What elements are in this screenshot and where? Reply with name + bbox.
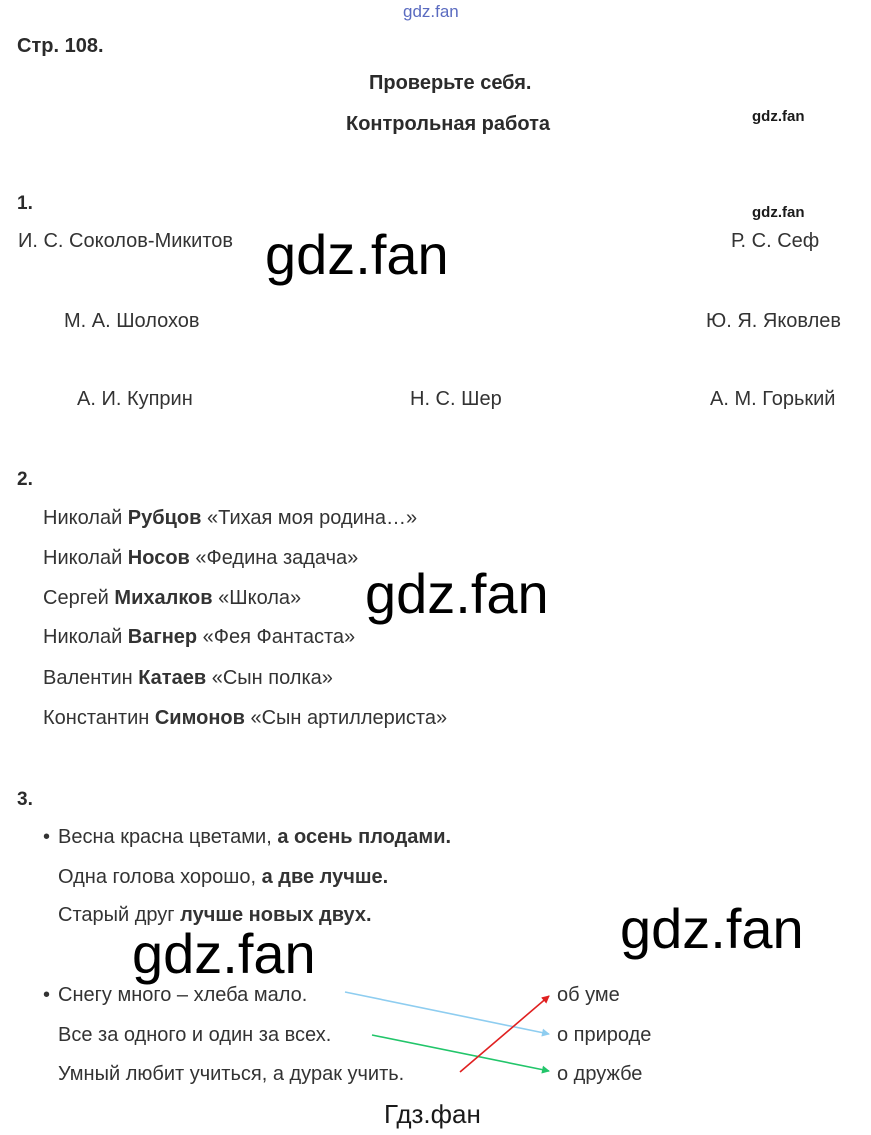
author-first-name: Николай: [43, 626, 128, 648]
author-first-name: Николай: [43, 547, 128, 569]
proverb-start: Одна голова хорошо,: [58, 866, 262, 888]
author-last-name: Симонов: [154, 707, 245, 729]
watermark-small: gdz.fan: [752, 108, 805, 125]
watermark-small: gdz.fan: [752, 204, 805, 221]
author-name: А. М. Горький: [710, 388, 836, 410]
page-subtitle: Контрольная работа: [346, 113, 550, 135]
topic-label: об уме: [557, 984, 620, 1006]
page-label: Стр. 108.: [17, 35, 104, 57]
work-title: «Сын полка»: [206, 667, 333, 689]
author-name: А. И. Куприн: [77, 388, 193, 410]
arrow-nature: [345, 992, 549, 1034]
author-name: Ю. Я. Яковлев: [706, 310, 841, 332]
task-number: 3.: [17, 789, 33, 810]
proverb: Все за одного и один за всех.: [58, 1024, 332, 1046]
watermark-bottom: Гдз.фан: [384, 1099, 481, 1129]
arrow-friendship: [372, 1035, 549, 1071]
proverb: Снегу много – хлеба мало.: [58, 984, 308, 1006]
watermark-big: gdz.fan: [620, 897, 804, 960]
author-last-name: Рубцов: [127, 507, 202, 529]
work-title: «Школа»: [212, 587, 302, 609]
author-name: Р. С. Сеф: [731, 230, 820, 252]
author-name: М. А. Шолохов: [64, 310, 200, 332]
topic-label: о дружбе: [557, 1063, 643, 1085]
proverb: Умный любит учиться, а дурак учить.: [58, 1063, 405, 1085]
work-title: «Тихая моя родина…»: [201, 507, 418, 529]
watermark-big: gdz.fan: [132, 922, 316, 985]
author-first-name: Сергей: [43, 587, 115, 609]
arrow-mind: [460, 996, 549, 1072]
author-last-name: Михалков: [114, 587, 213, 609]
work-title: «Федина задача»: [189, 547, 359, 569]
proverb-start: Старый друг: [58, 904, 181, 926]
bullet: •: [43, 984, 51, 1006]
author-first-name: Константин: [43, 707, 155, 729]
watermark-top: gdz.fan: [403, 2, 459, 21]
author-first-name: Николай: [43, 507, 128, 529]
author-last-name: Катаев: [138, 667, 207, 689]
task-number: 1.: [17, 193, 33, 214]
topic-label: о природе: [557, 1024, 652, 1046]
work-title: «Сын артиллериста»: [244, 707, 448, 729]
watermark-big: gdz.fan: [365, 562, 549, 625]
work-title: «Фея Фантаста»: [197, 626, 356, 648]
task-number: 2.: [17, 469, 33, 490]
author-name: Н. С. Шер: [410, 388, 502, 410]
proverb-end: лучше новых двух.: [180, 904, 372, 926]
author-last-name: Вагнер: [127, 626, 198, 648]
bullet: •: [43, 826, 51, 848]
author-name: И. С. Соколов-Микитов: [18, 230, 234, 252]
proverb-end: а осень плодами.: [277, 826, 452, 848]
page-title: Проверьте себя.: [369, 72, 532, 94]
watermark-big: gdz.fan: [265, 223, 449, 286]
author-last-name: Носов: [127, 547, 190, 569]
proverb-start: Весна красна цветами,: [58, 826, 278, 848]
proverb-end: а две лучше.: [261, 866, 389, 888]
author-first-name: Валентин: [43, 667, 139, 689]
